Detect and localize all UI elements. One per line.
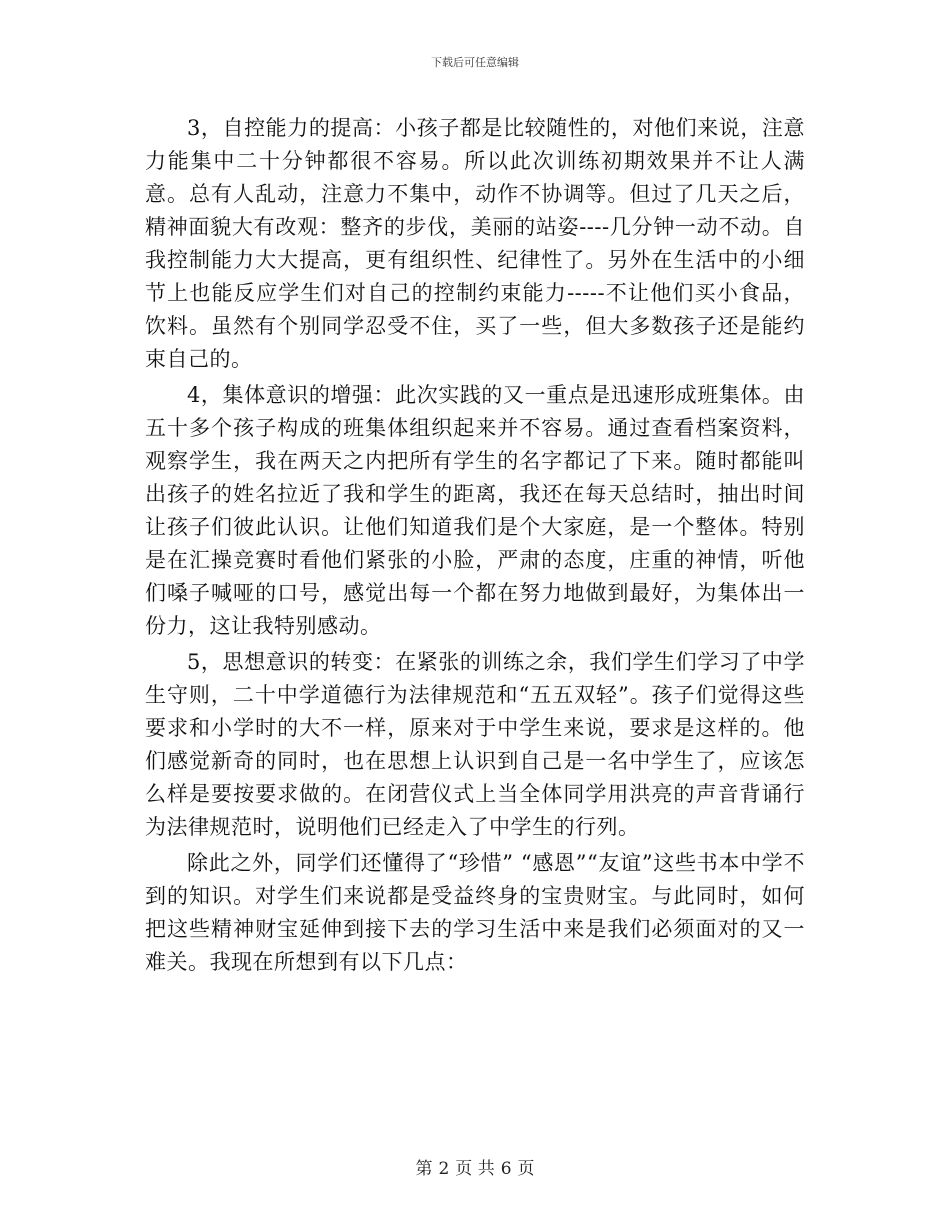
page-number-footer [0,1154,950,1179]
footer-prefix: 第 [415,1159,433,1179]
page-header-note: 下载后可任意编辑 [431,56,519,69]
footer-total-pages: 6 [500,1159,512,1179]
paragraph-ideological-change: 5，思想意识的转变：在紧张的训练之余，我们学生们学习了中学生守则，二十中学道德行为法律规范和“五五双轻”。孩子们觉得这些要求和小学时的大不一样，原来对于中学生来说，要求是这样的。他们感觉新奇的同时，也在思想上认识到自己是一名中学生了，应该怎么样是要按要求做的。在闭营仪式上当全体同学用洪亮的声音背诵行为法律规范时，说明他们已经走入了中学生的行列。 [145,650,805,839]
paragraph-self-control: 3，自控能力的提高：小孩子都是比较随性的，对他们来说，注意力能集中二十分钟都很不容易。所以此次训练初期效果并不让人满意。总有人乱动，注意力不集中，动作不协调等。但过了几天之后，精神面貌大有改观：整齐的步伐，美丽的站姿----几分钟一动不动。自我控制能力大大提高，更有组织性、纪律性了。另外在生活中的小细节上也能反应学生们对自己的控制约束能力-----不让他们买小食品，饮料。虽然有个别同学忍受不住，买了一些，但大多数孩子还是能约束自己的。 [145,116,805,371]
footer-current-page: 2 [438,1159,450,1179]
footer-middle: 页 共 [455,1159,495,1179]
paragraph-collective-awareness: 4，集体意识的增强：此次实践的又一重点是迅速形成班集体。由五十多个孩子构成的班集体组织起来并不容易。通过查看档案资料，观察学生，我在两天之内把所有学生的名字都记了下来。随时都能叫出孩子的姓名拉近了我和学生的距离，我还在每天总结时，抽出时间让孩子们彼此认识。让他们知道我们是个大家庭，是一个整体。特别是在汇操竞赛时看他们紧张的小脸，严肃的态度，庄重的神情，听他们嗓子喊哑的口号，感觉出每一个都在努力地做到最好，为集体出一份力，这让我特别感动。 [145,383,805,638]
paragraph-conclusion: 除此之外，同学们还懂得了“珍惜” “感恩”“友谊”这些书本中学不到的知识。对学生们来说都是受益终身的宝贵财宝。与此同时，如何把这些精神财宝延伸到接下去的学习生活中来是我们必须面对的又一难关。我现在所想到有以下几点： [145,851,805,974]
footer-suffix: 页 [517,1159,535,1179]
document-body [145,112,805,982]
